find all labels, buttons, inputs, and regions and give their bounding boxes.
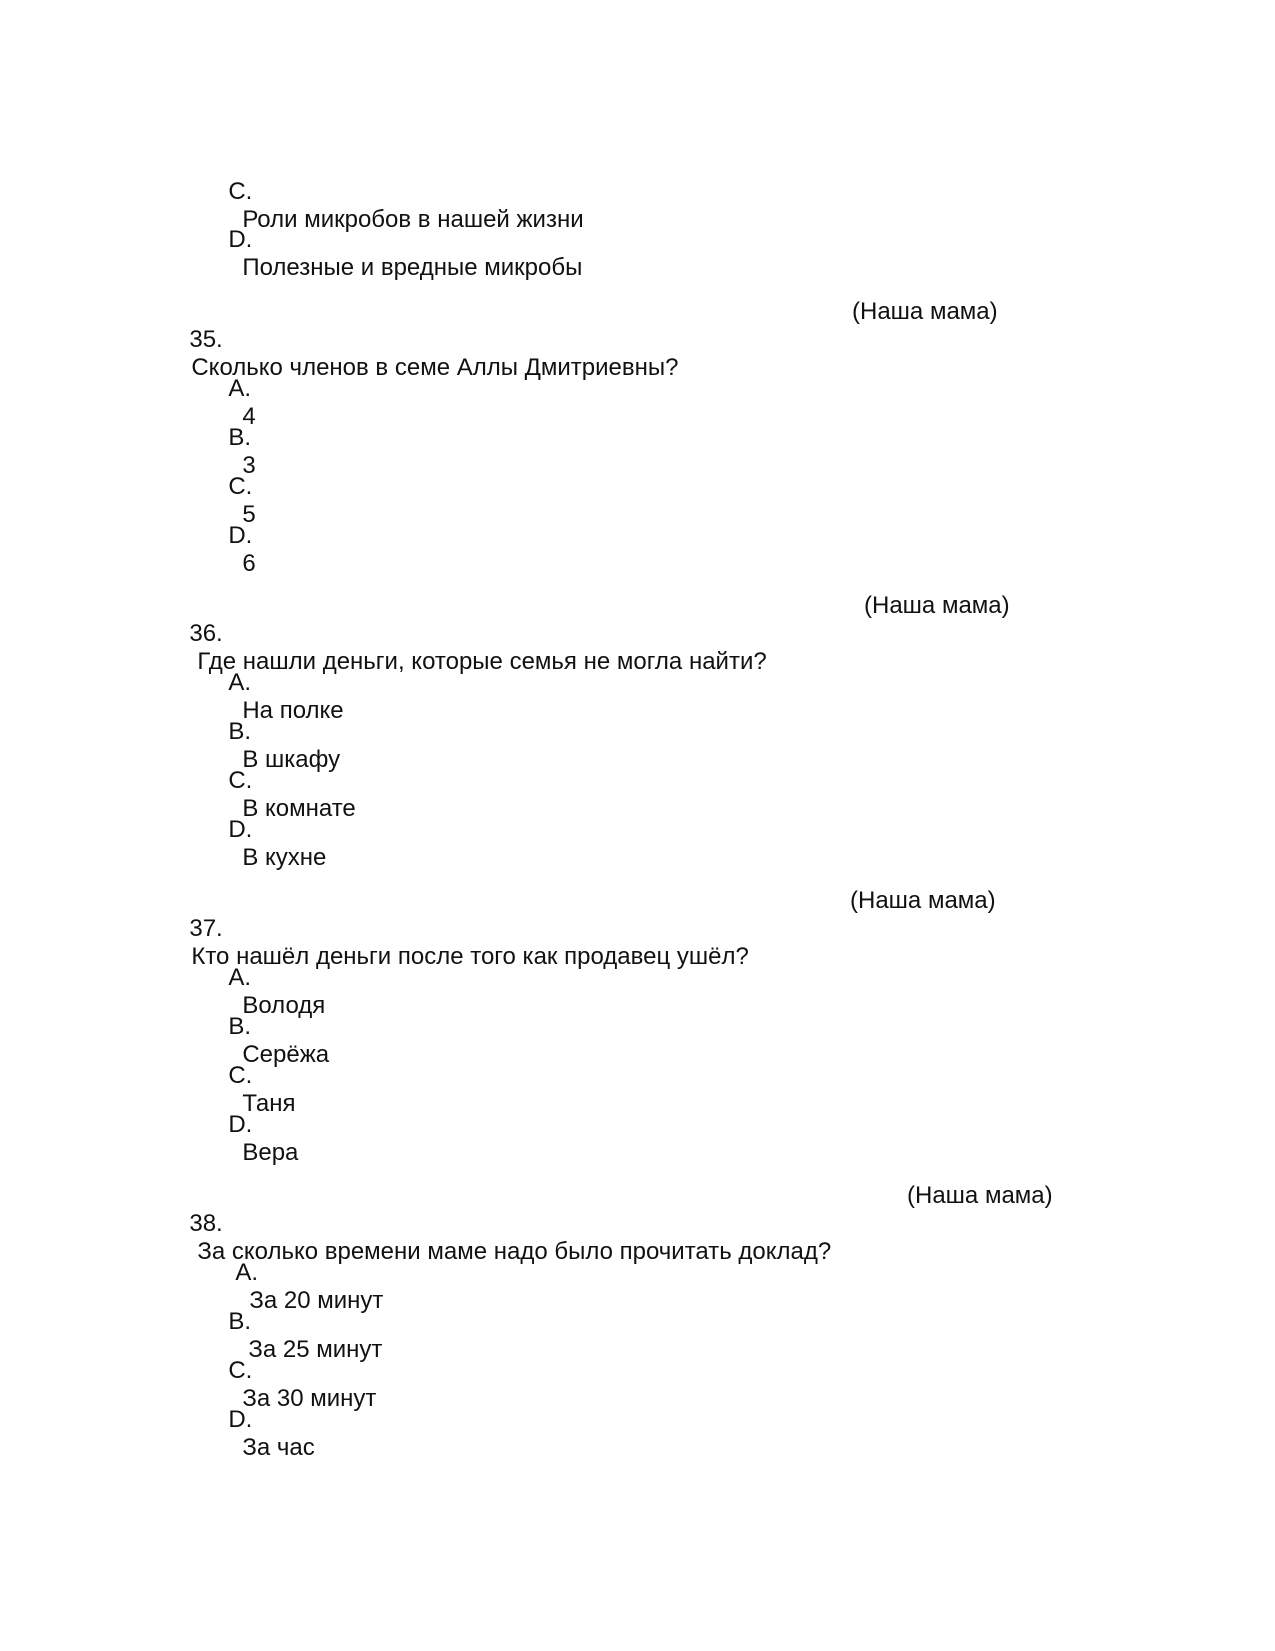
option-letter: C. bbox=[228, 1062, 253, 1089]
option-letter: D. bbox=[228, 816, 253, 843]
option-text: 6 bbox=[242, 550, 256, 577]
option-letter: B. bbox=[228, 718, 252, 745]
option-letter: D. bbox=[228, 1111, 253, 1138]
option-text: Полезные и вредные микробы bbox=[242, 254, 583, 281]
option-letter: A. bbox=[228, 375, 252, 402]
option-letter: C. bbox=[228, 767, 253, 794]
option-text: 5 bbox=[242, 501, 256, 528]
option-letter: B. bbox=[228, 424, 252, 451]
option-text: В шкафу bbox=[242, 746, 341, 773]
option-text: 4 bbox=[242, 403, 256, 430]
option-text: В кухне bbox=[242, 844, 327, 871]
question-text: Где нашли деньги, которые семья не могла найти? bbox=[197, 648, 767, 675]
option-text: Роли микробов в нашей жизни bbox=[242, 206, 584, 233]
question-number: 35. bbox=[189, 326, 223, 353]
option-d bbox=[215, 1378, 315, 1462]
question-number: 37. bbox=[189, 915, 223, 942]
option-text: Вера bbox=[242, 1139, 299, 1166]
option-letter: D. bbox=[228, 1406, 253, 1433]
question-source: (Наша мама) bbox=[852, 298, 998, 325]
option-text: За час bbox=[242, 1434, 315, 1461]
option-letter: A. bbox=[235, 1259, 259, 1286]
option-text: 3 bbox=[242, 452, 256, 479]
option-letter: B. bbox=[228, 1013, 252, 1040]
option-letter: B. bbox=[228, 1308, 252, 1335]
question-source: (Наша мама) bbox=[907, 1182, 1053, 1209]
option-letter: C. bbox=[228, 473, 253, 500]
question-source: (Наша мама) bbox=[864, 592, 1010, 619]
option-letter: C. bbox=[228, 1357, 253, 1384]
option-text: За 20 минут bbox=[249, 1287, 384, 1314]
option-text: Серёжа bbox=[242, 1041, 330, 1068]
question-text: За сколько времени маме надо было прочитать доклад? bbox=[197, 1238, 832, 1265]
option-text: На полке bbox=[242, 697, 344, 724]
option-letter: C. bbox=[228, 178, 253, 205]
option-d-prev bbox=[215, 198, 582, 282]
option-letter: D. bbox=[228, 522, 253, 549]
option-d bbox=[215, 494, 256, 578]
question-number: 36. bbox=[189, 620, 223, 647]
option-letter: A. bbox=[228, 669, 252, 696]
option-d bbox=[215, 1083, 298, 1167]
option-text: В комнате bbox=[242, 795, 356, 822]
question-number: 38. bbox=[189, 1210, 223, 1237]
option-d bbox=[215, 788, 326, 872]
question-text: Сколько членов в семе Аллы Дмитриевны? bbox=[191, 354, 679, 381]
question-source: (Наша мама) bbox=[850, 887, 996, 914]
option-text: За 30 минут bbox=[242, 1385, 377, 1412]
option-text: За 25 минут bbox=[248, 1336, 383, 1363]
option-letter: D. bbox=[228, 226, 253, 253]
option-text: Володя bbox=[242, 992, 326, 1019]
option-letter: A. bbox=[228, 964, 252, 991]
option-text: Таня bbox=[242, 1090, 296, 1117]
question-text: Кто нашёл деньги после того как продавец ушёл? bbox=[191, 943, 749, 970]
